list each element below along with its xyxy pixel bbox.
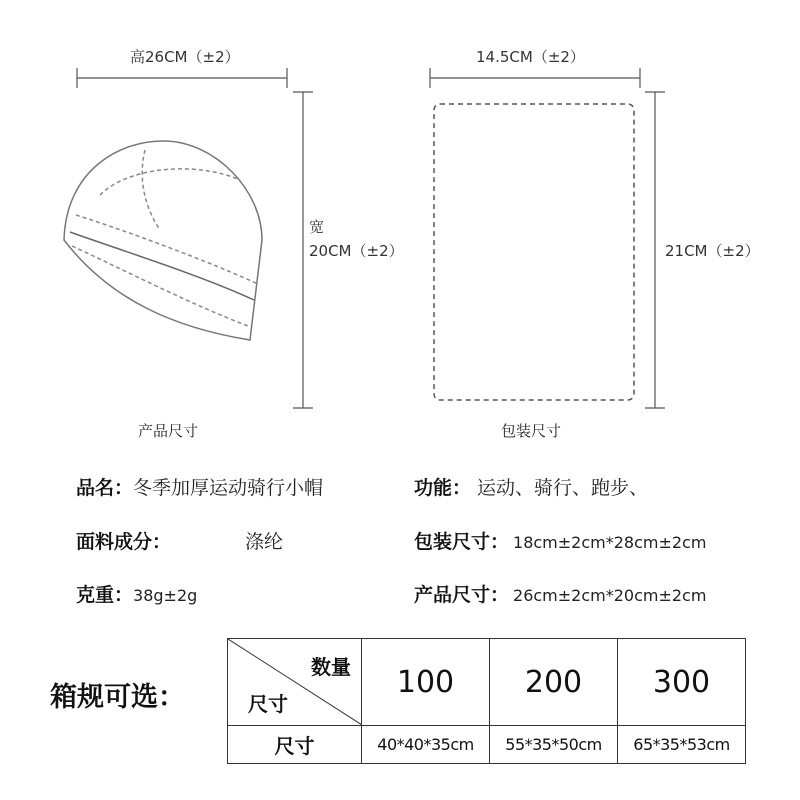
package-size-value: 18cm±2cm*28cm±2cm [513, 533, 707, 552]
package-size-row [414, 527, 706, 554]
package-height-label: 21CM（±2） [665, 242, 760, 260]
hat-illustration [64, 141, 262, 340]
corner-header-size: 尺寸 [248, 692, 288, 716]
fabric-label: 面料成分： [76, 531, 172, 553]
quantity-cell: 300 [618, 639, 746, 726]
size-cell: 55*35*50cm [490, 726, 618, 764]
product-name-label: 品名： [76, 477, 134, 499]
hat-caption: 产品尺寸 [138, 422, 199, 440]
function-value: 运动、骑行、跑步、 [477, 477, 649, 499]
hat-width-value: 20CM（±2） [309, 242, 404, 260]
product-name-row [76, 473, 323, 500]
quantity-cell: 100 [362, 639, 490, 726]
product-size-row [414, 580, 706, 607]
weight-label: 克重： [76, 584, 134, 606]
fabric-value: 涤纶 [245, 531, 284, 553]
package-width-dimension-line [430, 68, 640, 88]
corner-header-quantity: 数量 [311, 655, 351, 679]
product-size-label: 产品尺寸： [414, 584, 510, 606]
size-row-label: 尺寸 [228, 726, 362, 764]
package-caption: 包装尺寸 [501, 422, 562, 440]
table-corner-cell [228, 639, 362, 726]
quantity-cell: 200 [490, 639, 618, 726]
size-cell: 40*40*35cm [362, 726, 490, 764]
weight-row [76, 580, 197, 607]
quantity-row [228, 639, 746, 726]
hat-width-dimension-line [77, 68, 287, 88]
hat-width-label: 宽 [309, 218, 325, 236]
hat-height-label: 高26CM（±2） [130, 48, 240, 66]
size-cell: 65*35*53cm [618, 726, 746, 764]
product-name-value: 冬季加厚运动骑行小帽 [133, 477, 324, 499]
carton-options-table [227, 638, 746, 764]
package-height-dimension-line [645, 92, 665, 408]
function-row [414, 473, 648, 500]
package-width-label: 14.5CM（±2） [476, 48, 585, 66]
package-size-label: 包装尺寸： [414, 531, 510, 553]
product-size-value: 26cm±2cm*20cm±2cm [513, 586, 707, 605]
weight-value: 38g±2g [133, 586, 198, 605]
carton-options-title: 箱规可选： [50, 682, 185, 713]
function-label: 功能： [414, 477, 472, 499]
size-row [228, 726, 746, 764]
package-outline [434, 104, 634, 400]
